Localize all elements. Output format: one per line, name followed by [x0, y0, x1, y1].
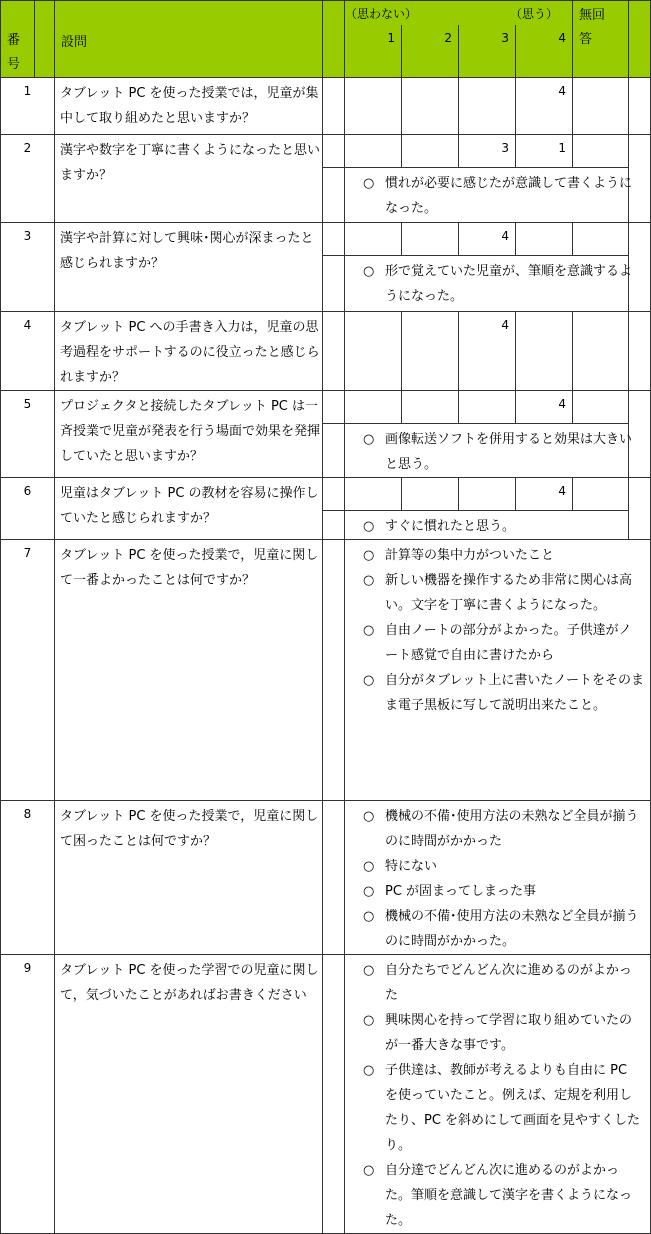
count-2	[402, 223, 459, 256]
row-question: タブレット PC への手書き入力は，児童の思考過程をサポートするのに役立ったと感じられますか？	[55, 312, 323, 391]
row-number: 2	[1, 135, 55, 223]
row-spacer-left	[323, 801, 345, 955]
count-no-answer	[573, 223, 629, 256]
header-question	[55, 1, 323, 78]
row-comments	[345, 424, 651, 478]
row-spacer-left	[323, 391, 345, 424]
row-spacer-right	[629, 312, 651, 391]
header-no-answer	[573, 1, 629, 78]
row-question: タブレット PC を使った授業では，児童が集中して取り組めたと思いますか？	[55, 78, 323, 135]
count-1	[345, 478, 402, 511]
header-row-top	[1, 1, 651, 26]
count-4: 4	[516, 478, 573, 511]
row-question: 漢字や計算に対して興味･関心が深まったと感じられますか？	[55, 223, 323, 312]
table-row	[1, 135, 651, 168]
count-2	[402, 135, 459, 168]
row-spacer-right	[629, 78, 651, 135]
count-no-answer	[573, 391, 629, 424]
count-3: 3	[459, 135, 516, 168]
count-3	[459, 391, 516, 424]
row-spacer-left	[323, 955, 345, 1234]
comment-item: ○ PC が固まってしまった事	[385, 879, 644, 904]
comment-item: ○ 興味関心を持って学習に取り組めていたのが一番大きな事です。	[385, 1008, 644, 1058]
comment-item: ○ 自分たちでどんどん次に進めるのがよかった	[385, 958, 644, 1008]
header-number-label: 番 号	[7, 33, 21, 72]
scale-point-1	[345, 25, 402, 77]
row-question: 漢字や数字を丁寧に書くようになったと思いますか？	[55, 135, 323, 223]
row-spacer-left	[323, 78, 345, 135]
table-row	[1, 955, 651, 1234]
comment-item: ○ 画像転送ソフトを併用すると効果は大きいと思う。	[385, 427, 644, 477]
row-number: 1	[1, 78, 55, 135]
count-no-answer	[573, 312, 629, 391]
comment-item: ○ 特にない	[385, 854, 644, 879]
count-3	[459, 78, 516, 135]
no-answer-label: 無回 答	[579, 8, 606, 47]
comment-item: ○ 機械の不備･使用方法の未熟など全員が揃うのに時間がかかった。	[385, 904, 644, 954]
table-row	[1, 78, 651, 135]
comment-item: ○ 慣れが必要に感じたが意識して書くようになった。	[385, 171, 644, 221]
count-2	[402, 391, 459, 424]
row-comments	[345, 540, 651, 801]
count-no-answer	[573, 135, 629, 168]
table-row	[1, 801, 651, 955]
row-number: 5	[1, 391, 55, 478]
table-row	[1, 391, 651, 424]
row-spacer-left	[323, 168, 345, 223]
count-4: 4	[516, 78, 573, 135]
row-spacer-left	[323, 256, 345, 312]
row-spacer-left	[323, 312, 345, 391]
count-1	[345, 223, 402, 256]
comment-item: ○ 新しい機器を操作するため非常に関心は高い。文字を丁寧に書くようになった。	[385, 568, 644, 618]
row-number: 3	[1, 223, 55, 312]
comment-item: ○ 自分がタブレット上に書いたノートをそのまま電子黒板に写して説明出来たこと。	[385, 668, 644, 718]
count-1	[345, 78, 402, 135]
count-1	[345, 391, 402, 424]
scale-low-label: （思わない）	[345, 7, 418, 21]
scale-high-label: （思う）	[510, 7, 559, 21]
row-spacer-left	[323, 135, 345, 168]
comment-item: ○ 自由ノートの部分がよかった。子供達がノート感覚で自由に書けたから	[385, 618, 644, 668]
row-spacer-left	[323, 478, 345, 511]
comment-item: ○ 形で覚えていた児童が、筆順を意識するようになった。	[385, 259, 644, 309]
count-4	[516, 312, 573, 391]
count-2	[402, 312, 459, 391]
row-number: 7	[1, 540, 55, 801]
scale-point-4-label: 4	[558, 31, 567, 46]
table-row	[1, 540, 651, 801]
count-3: 4	[459, 312, 516, 391]
scale-point-2	[402, 25, 459, 77]
row-spacer-left	[323, 540, 345, 801]
header-number	[1, 1, 55, 78]
count-2	[402, 478, 459, 511]
count-1	[345, 312, 402, 391]
row-number: 8	[1, 801, 55, 955]
row-question: プロジェクタと接続したタブレット PC は一斉授業で児童が発表を行う場面で効果を発揮していたと思いますか？	[55, 391, 323, 478]
count-4: 4	[516, 391, 573, 424]
scale-point-4	[516, 25, 573, 77]
comment-item: ○ すぐに慣れたと思う。	[385, 514, 644, 539]
row-comments	[345, 256, 651, 312]
count-no-answer	[573, 78, 629, 135]
count-4: 1	[516, 135, 573, 168]
count-3	[459, 478, 516, 511]
row-spacer-left	[323, 223, 345, 256]
row-number: 6	[1, 478, 55, 540]
table-row	[1, 312, 651, 391]
count-3: 4	[459, 223, 516, 256]
count-1	[345, 135, 402, 168]
row-question: タブレット PC を使った授業で，児童に関して一番よかったことは何ですか？	[55, 540, 323, 801]
table-row	[1, 478, 651, 511]
count-no-answer	[573, 478, 629, 511]
row-question: タブレット PC を使った授業で，児童に関して困ったことは何ですか？	[55, 801, 323, 955]
scale-point-3-label: 3	[501, 31, 510, 46]
comment-item: ○ 子供達は、教師が考えるよりも自由に PC を使っていたこと。例えば、定規を利用したり、PC を斜めにして画面を見やすくしたり。	[385, 1058, 644, 1158]
comment-item: ○ 機械の不備･使用方法の未熟など全員が揃うのに時間がかかった	[385, 804, 644, 854]
row-question: 児童はタブレット PC の教材を容易に操作していたと感じられますか？	[55, 478, 323, 540]
scale-point-2-label: 2	[444, 31, 453, 46]
table-row	[1, 223, 651, 256]
row-question: タブレット PC を使った学習での児童に関して，気づいたことがあればお書きください	[55, 955, 323, 1234]
row-comments	[345, 955, 651, 1234]
row-comments	[345, 168, 651, 223]
scale-point-1-label: 1	[387, 31, 395, 46]
row-comments	[345, 801, 651, 955]
count-4	[516, 223, 573, 256]
row-comments	[345, 511, 651, 540]
row-spacer-left	[323, 424, 345, 478]
header-scale-low	[345, 1, 459, 26]
scale-point-3	[459, 25, 516, 77]
comment-item: ○ 自分達でどんどん次に進めるのがよかった。筆順を意識して漢字を書くようになった。	[385, 1158, 644, 1233]
row-number: 4	[1, 312, 55, 391]
header-spacer-right	[629, 1, 651, 78]
row-number: 9	[1, 955, 55, 1234]
header-question-label: 設問	[61, 35, 88, 50]
comment-item: ○ 計算等の集中力がついたこと	[385, 543, 644, 568]
header-scale-high	[459, 1, 573, 26]
row-spacer-left	[323, 511, 345, 540]
count-2	[402, 78, 459, 135]
header-spacer-left	[323, 1, 345, 78]
